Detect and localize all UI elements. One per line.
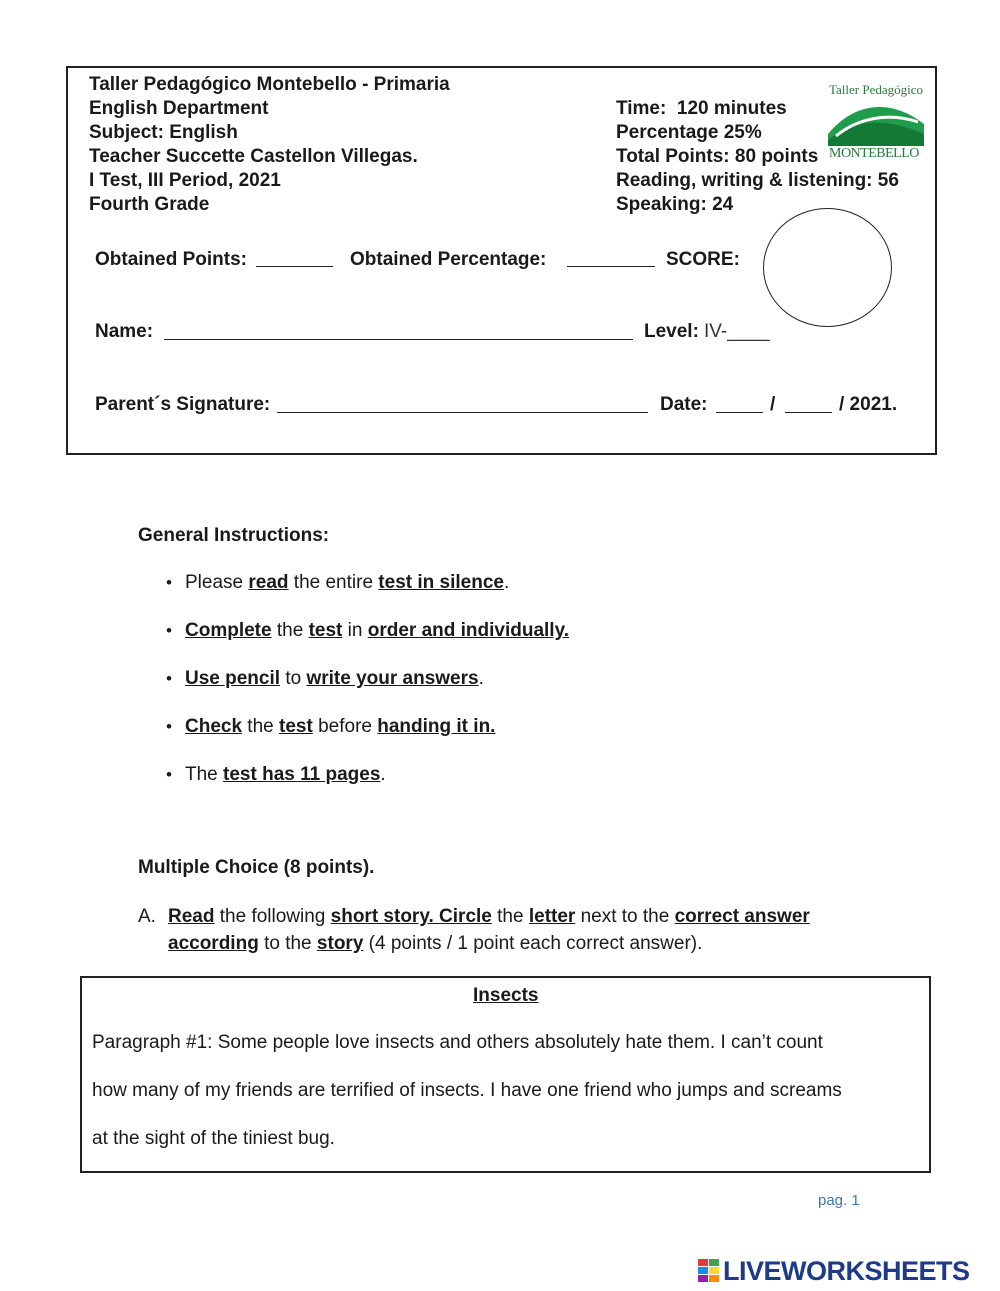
story-line: at the sight of the tiniest bug. — [92, 1128, 335, 1149]
subject: Subject: English — [89, 122, 238, 143]
text: the — [242, 716, 280, 737]
time-limit: Time: 120 minutes — [616, 98, 787, 119]
percentage: Percentage 25% — [616, 122, 762, 143]
text: the — [491, 906, 529, 927]
school-name: Taller Pedagógico Montebello - Primaria — [89, 74, 450, 95]
speaking-points: Speaking: 24 — [616, 194, 734, 215]
text: the — [271, 620, 309, 641]
reading-points: Reading, writing & listening: 56 — [616, 170, 899, 191]
emphasis: short story. Circle — [330, 906, 492, 927]
text: the following — [214, 906, 331, 927]
text: in — [342, 620, 368, 641]
emphasis: order and individually. — [367, 620, 570, 641]
obtained-percentage-label: Obtained Percentage: — [350, 249, 547, 270]
section-letter: A. — [138, 906, 156, 927]
instruction-item — [166, 715, 569, 763]
text: (4 points / 1 point each correct answer). — [363, 933, 703, 954]
obtained-percentage-blank[interactable] — [567, 266, 655, 267]
department: English Department — [89, 98, 269, 119]
text: Please — [185, 572, 249, 593]
text: to — [280, 668, 307, 689]
emphasis: read — [248, 572, 289, 593]
obtained-points-label: Obtained Points: — [95, 249, 247, 270]
story-line: Paragraph #1: Some people love insects and others absolutely hate them. I can’t count — [92, 1032, 823, 1053]
emphasis: write your answers — [306, 668, 479, 689]
emphasis: correct answer — [674, 906, 810, 927]
text: next to the — [575, 906, 675, 927]
text: . — [380, 764, 386, 785]
instruction-item — [166, 667, 569, 715]
story-title: Insects — [473, 985, 539, 1006]
logo-hills-icon — [828, 100, 924, 146]
instructions-list — [166, 571, 569, 811]
date-separator: / — [770, 394, 776, 415]
multiple-choice-title: Multiple Choice (8 points). — [138, 857, 375, 878]
level-value[interactable]: IV-____ — [704, 321, 770, 342]
instruction-item — [166, 571, 569, 619]
text: to the — [258, 933, 317, 954]
text: The — [185, 764, 224, 785]
instructions-title: General Instructions: — [138, 525, 330, 546]
emphasis: Use pencil — [185, 668, 281, 689]
score-circle[interactable] — [763, 208, 892, 327]
emphasis: test — [308, 620, 343, 641]
emphasis: Complete — [185, 620, 272, 641]
test-period: I Test, III Period, 2021 — [89, 170, 281, 191]
brand-name: LIVEWORKSHEETS — [723, 1256, 970, 1286]
text: . — [503, 572, 510, 593]
total-points: Total Points: 80 points — [616, 146, 819, 167]
emphasis: Read — [168, 906, 215, 927]
date-year: / 2021. — [839, 394, 898, 415]
name-label: Name: — [95, 321, 154, 342]
liveworksheets-logo-icon — [698, 1259, 720, 1283]
page-number: pag. 1 — [818, 1192, 860, 1209]
logo-text-bottom: MONTEBELLO — [829, 146, 919, 161]
section-a-instructions — [168, 905, 888, 956]
emphasis: according — [168, 933, 259, 954]
level-label: Level: — [644, 321, 699, 342]
liveworksheets-brand — [698, 1258, 994, 1284]
emphasis: Check — [185, 716, 243, 737]
story-line: how many of my friends are terrified of insects. I have one friend who jumps and screams — [92, 1080, 842, 1101]
emphasis: test — [279, 716, 313, 737]
logo-text-top: Taller Pedagógico — [829, 82, 924, 97]
score-label: SCORE: — [666, 249, 740, 270]
date-day-blank[interactable] — [716, 412, 763, 413]
name-blank[interactable] — [164, 339, 633, 340]
text: before — [312, 716, 378, 737]
text: . — [478, 668, 484, 689]
emphasis: letter — [528, 906, 576, 927]
instruction-item — [166, 619, 569, 667]
emphasis: test has 11 pages — [223, 764, 381, 785]
grade: Fourth Grade — [89, 194, 210, 215]
montebello-logo — [827, 82, 925, 164]
emphasis: story — [316, 933, 364, 954]
instruction-item — [166, 763, 569, 811]
text: the entire — [288, 572, 379, 593]
date-month-blank[interactable] — [785, 412, 832, 413]
teacher: Teacher Succette Castellon Villegas. — [89, 146, 418, 167]
obtained-points-blank[interactable] — [256, 266, 333, 267]
emphasis: test in silence — [378, 572, 504, 593]
signature-label: Parent´s Signature: — [95, 394, 271, 415]
emphasis: handing it in. — [377, 716, 496, 737]
signature-blank[interactable] — [277, 412, 648, 413]
date-label: Date: — [660, 394, 708, 415]
